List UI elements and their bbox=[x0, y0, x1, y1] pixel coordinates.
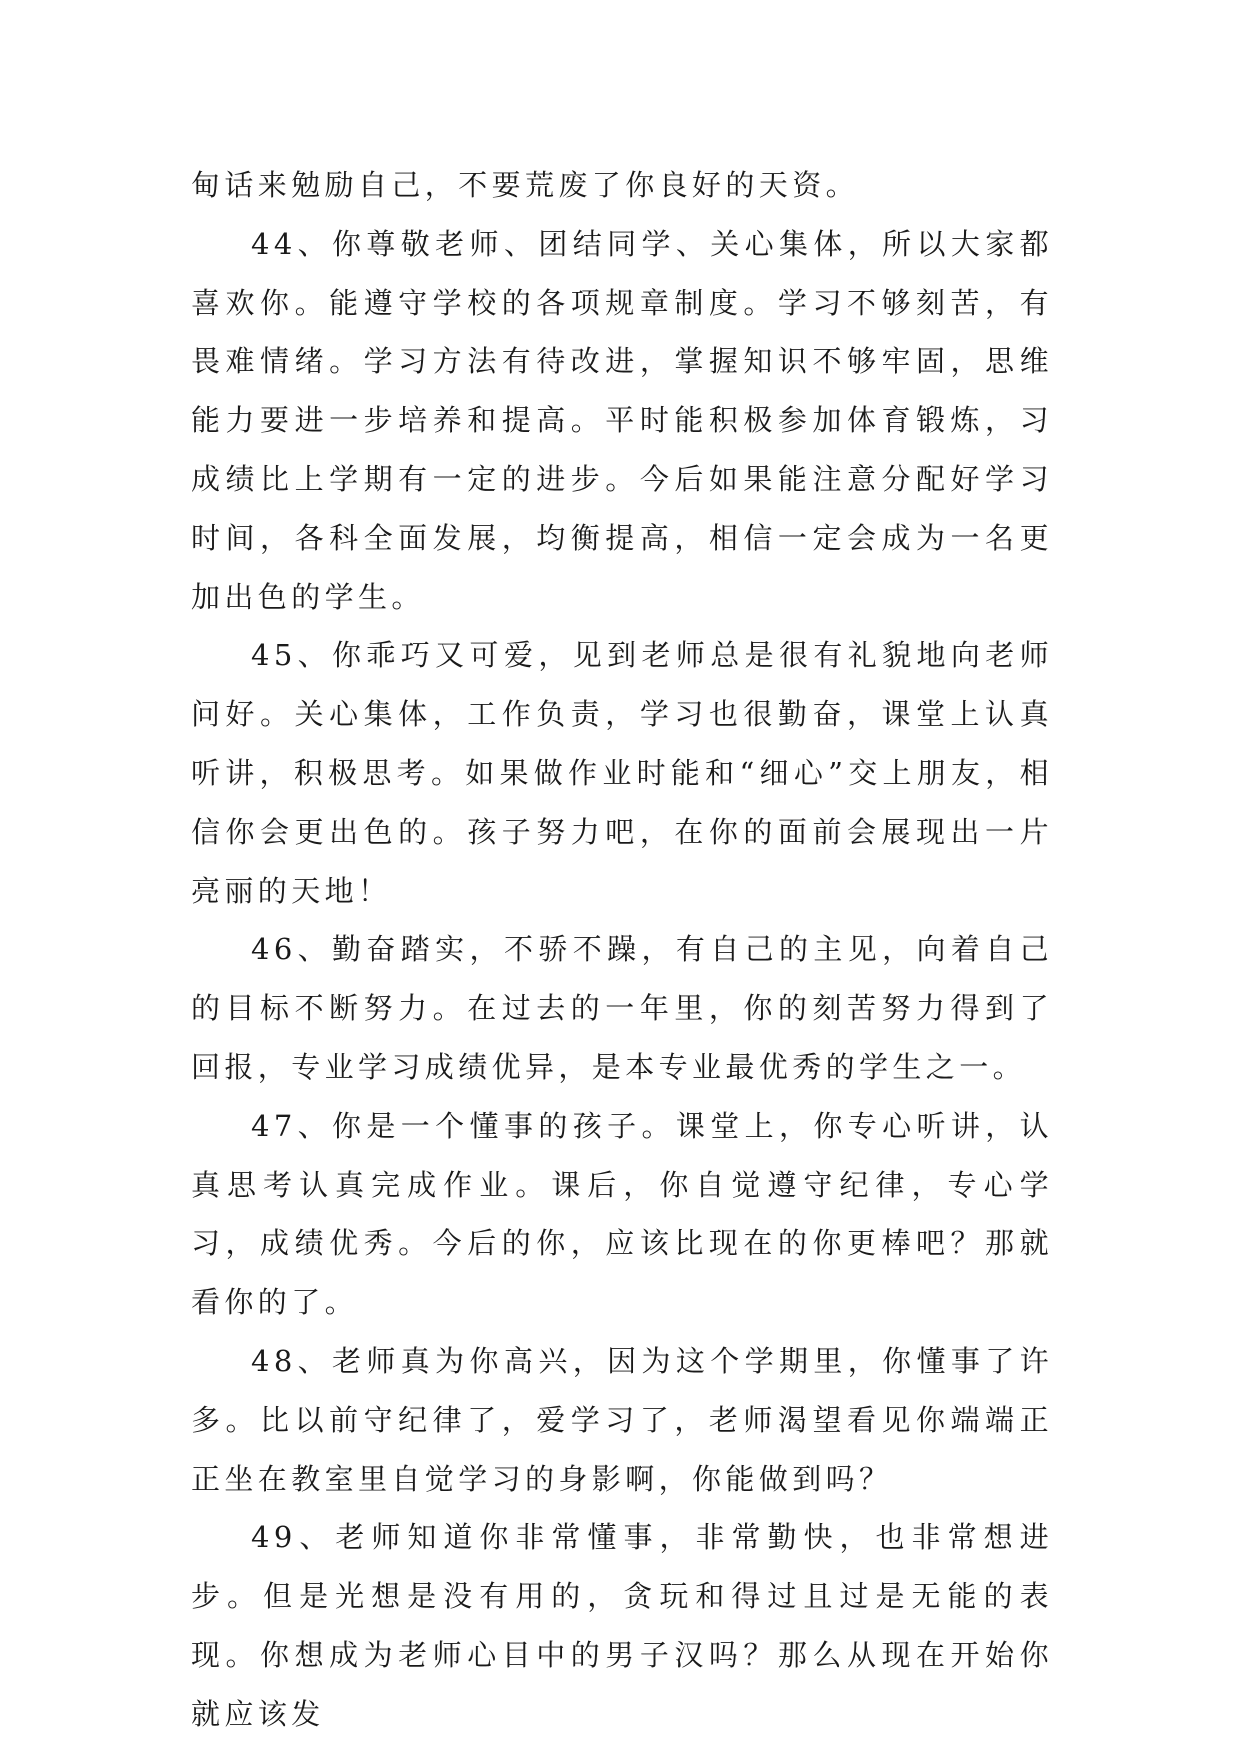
paragraph-continuation: 甸话来勉励自己，不要荒废了你良好的天资。 bbox=[191, 168, 860, 202]
paragraph-comment-48: 48、老师真为你高兴，因为这个学期里，你懂事了许多。比以前守纪律了，爱学习了，老师渴望看见你端端正正坐在教室里自觉学习的身影啊，你能做到吗？ bbox=[191, 1343, 1053, 1496]
document-body bbox=[191, 156, 1053, 1744]
paragraph-comment-44: 44、你尊敬老师、团结同学、关心集体，所以大家都喜欢你。能遵守学校的各项规章制度。学习不够刻苦，有畏难情绪。学习方法有待改进，掌握知识不够牢固，思维能力要进一步培养和提高。平时能积极参加体育锻炼，习成绩比上学期有一定的进步。今后如果能注意分配好学习时间，各科全面发展，均衡提高，相信一定会成为一名更加出色的学生。 bbox=[191, 226, 1053, 614]
paragraph-comment-46: 46、勤奋踏实，不骄不躁，有自己的主见，向着自己的目标不断努力。在过去的一年里，你的刻苦努力得到了回报，专业学习成绩优异，是本专业最优秀的学生之一。 bbox=[191, 932, 1053, 1084]
paragraph-comment-45: 45、你乖巧又可爱，见到老师总是很有礼貌地向老师问好。关心集体，工作负责，学习也很勤奋，课堂上认真听讲，积极思考。如果做作业时能和“细心”交上朋友，相信你会更出色的。孩子努力吧，在你的面前会展现出一片亮丽的天地！ bbox=[191, 638, 1053, 908]
paragraph-comment-47: 47、你是一个懂事的孩子。课堂上，你专心听讲，认真思考认真完成作业。课后，你自觉遵守纪律，专心学习，成绩优秀。今后的你，应该比现在的你更棒吧？那就看你的了。 bbox=[191, 1108, 1053, 1320]
paragraph-comment-49: 49、老师知道你非常懂事，非常勤快，也非常想进步。但是光想是没有用的，贪玩和得过且过是无能的表现。你想成为老师心目中的男子汉吗？那么从现在开始你就应该发 bbox=[191, 1520, 1053, 1731]
